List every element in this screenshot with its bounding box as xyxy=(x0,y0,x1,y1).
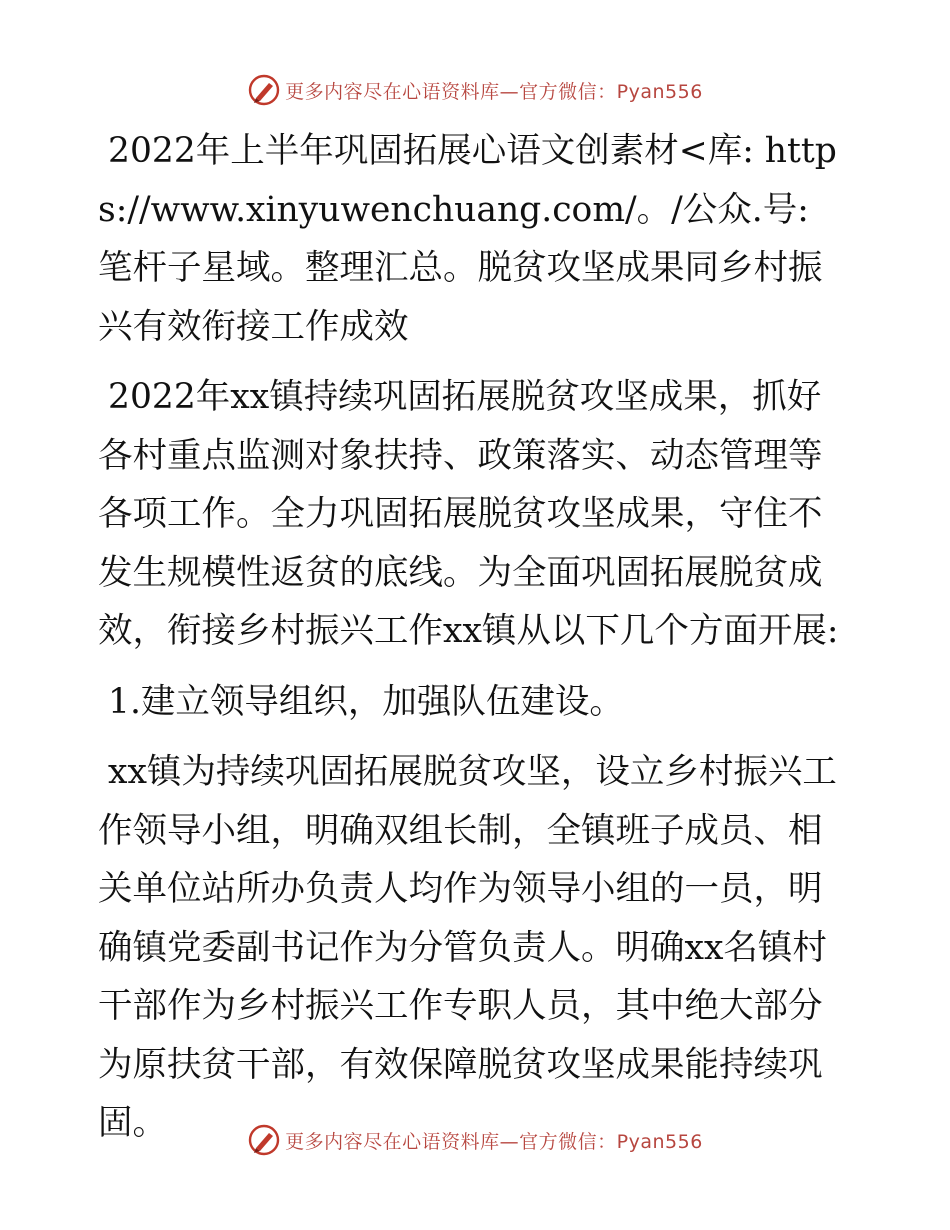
paragraph-heading-1: 1.建立领导组织，加强队伍建设。 xyxy=(108,681,624,722)
pen-logo-icon xyxy=(247,1123,281,1157)
document-body xyxy=(98,122,850,1153)
pen-logo-icon xyxy=(247,73,281,107)
watermark-text: 更多内容尽在心语资料库—官方微信：Pyan556 xyxy=(285,80,703,103)
watermark-text: 更多内容尽在心语资料库—官方微信：Pyan556 xyxy=(285,1130,703,1153)
paragraph-title: 2022年上半年巩固拓展心语文创素材<库: https://www.xinyuwenchuang.com/。/公众.号: 笔杆子星域。整理汇总。脱贫攻坚成果同乡村振兴有效衔接工作成效 xyxy=(98,131,837,347)
footer-watermark-banner xyxy=(0,1120,950,1160)
banner-inner xyxy=(247,73,703,107)
paragraph-body-1: xx镇为持续巩固拓展脱贫攻坚，设立乡村振兴工作领导小组，明确双组长制，全镇班子成员、相关单位站所办负责人均作为领导小组的一员，明确镇党委副书记作为分管负责人。明确xx名镇村干部作为乡村振兴工作专职人员，其中绝大部分为原扶贫干部，有效保障脱贫攻坚成果能持续巩固。 xyxy=(98,752,837,1143)
paragraph-intro: 2022年xx镇持续巩固拓展脱贫攻坚成果，抓好各村重点监测对象扶持、政策落实、动态管理等各项工作。全力巩固拓展脱贫攻坚成果，守住不发生规模性返贫的底线。为全面巩固拓展脱贫成效，衔接乡村振兴工作xx镇从以下几个方面开展: xyxy=(98,377,839,651)
banner-inner xyxy=(247,1123,703,1157)
header-watermark-banner xyxy=(0,70,950,110)
